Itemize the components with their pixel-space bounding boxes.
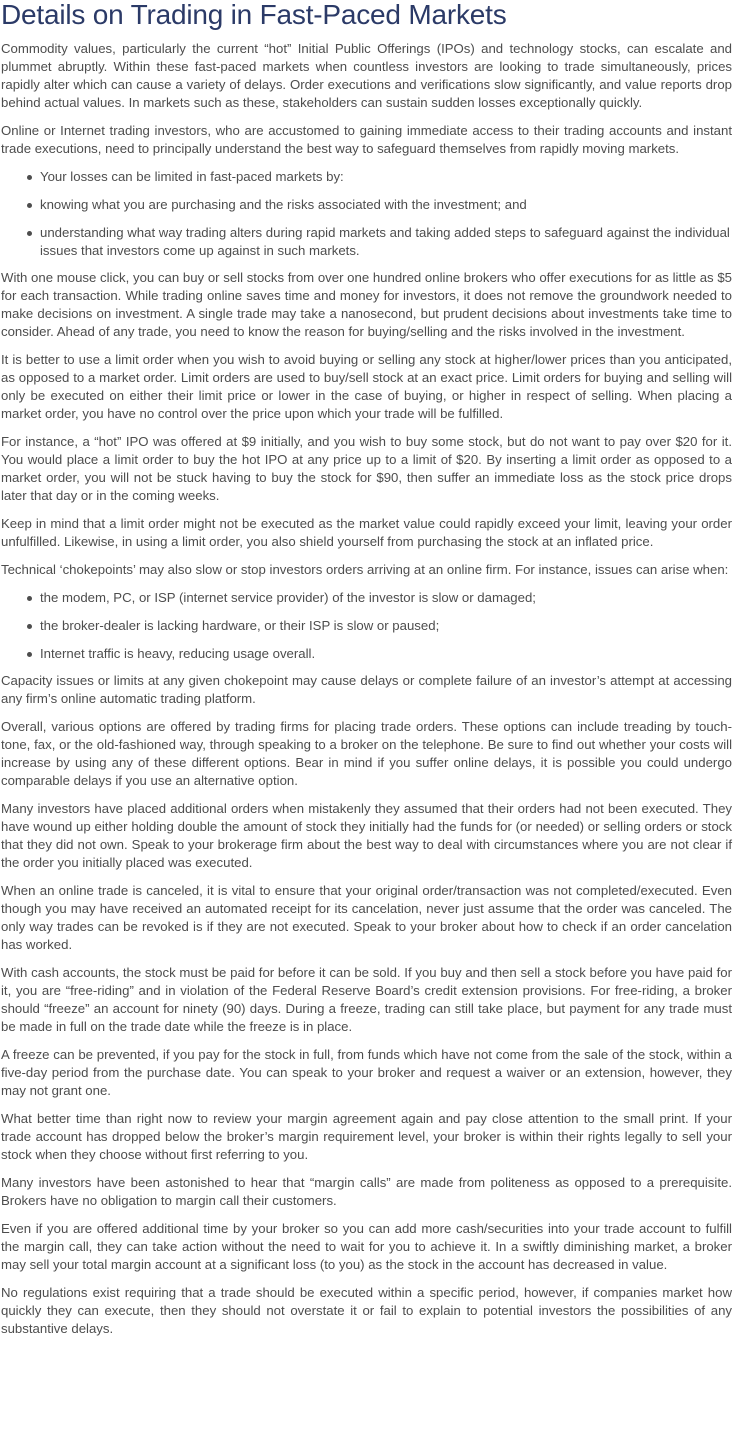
paragraph: Keep in mind that a limit order might not be executed as the market value could rapidly exceed your limit, leaving your order unfulfilled. Likewise, in using a limit order, you also shield yourself from purchasing the stock at an inflated price.: [1, 516, 732, 549]
page-title: Details on Trading in Fast-Paced Markets: [1, 0, 507, 30]
paragraph: Online or Internet trading investors, who are accustomed to gaining immediate access to their trading accounts and instant trade executions, need to principally understand the best way to safeguard themselves from rapidly moving markets.: [1, 123, 732, 156]
list-item: [40, 617, 732, 635]
list-item-text: Internet traffic is heavy, reducing usage overall.: [40, 646, 316, 661]
paragraph: No regulations exist requiring that a trade should be executed within a specific period, however, if companies market how quickly they can execute, then they should not overstate it or fail to explain to potential investors the possibilities of any substantive delays.: [1, 1285, 732, 1336]
paragraph: Many investors have been astonished to hear that “margin calls” are made from politeness as opposed to a prerequisite. Brokers have no obligation to margin call their customers.: [1, 1175, 732, 1208]
list-item-text: Your losses can be limited in fast-paced markets by:: [40, 169, 344, 184]
paragraph: Technical ‘chokepoints’ may also slow or stop investors orders arriving at an online firm. For instance, issues can arise when:: [1, 562, 729, 577]
list-item-text: the broker-dealer is lacking hardware, or their ISP is slow or paused;: [40, 618, 440, 633]
bullet-icon: [27, 175, 32, 180]
list-item: [40, 224, 732, 260]
list-item: [40, 168, 732, 186]
paragraph: With cash accounts, the stock must be paid for before it can be sold. If you buy and then sell a stock before you have paid for it, you are “free-riding” and in violation of the Federal Reserve Board’s credit extension provisions. For free-riding, a broker should “freeze” an account for ninety (90) days. During a freeze, trading can still take place, but payment for any trade must be made in full on the trade date while the freeze is in place.: [1, 965, 732, 1034]
list-item-text: the modem, PC, or ISP (internet service provider) of the investor is slow or damaged;: [40, 590, 536, 605]
list-item: [40, 196, 732, 214]
paragraph: Many investors have placed additional orders when mistakenly they assumed that their orders had not been executed. They have wound up either holding double the amount of stock they initially had the funds for (or needed) or selling orders or stock that they did not own. Speak to your brokerage firm about the best way to deal with circumstances where you are not clear if the order you initially placed was executed.: [1, 801, 732, 870]
paragraph: Commodity values, particularly the current “hot” Initial Public Offerings (IPOs) and technology stocks, can escalate and plummet abruptly. Within these fast-paced markets when countless investors are looking to trade simultaneously, prices rapidly alter which can cause a variety of delays. Order executions and verifications slow significantly, and value reports drop behind actual values. In markets such as these, stakeholders can sustain sudden losses exceptionally quickly.: [1, 41, 732, 110]
list-item-text: knowing what you are purchasing and the risks associated with the investment; and: [40, 197, 527, 212]
bullet-icon: [27, 652, 32, 657]
bullet-icon: [27, 203, 32, 208]
paragraph: A freeze can be prevented, if you pay for the stock in full, from funds which have not come from the sale of the stock, within a five-day period from the purchase date. You can speak to your broker and request a waiver or an extension, however, they may not grant one.: [1, 1047, 732, 1098]
paragraph: What better time than right now to review your margin agreement again and pay close attention to the small print. If your trade account has dropped below the broker’s margin requirement level, your broker is within their rights legally to sell your stock when they choose without first referring to you.: [1, 1111, 732, 1162]
paragraph: With one mouse click, you can buy or sell stocks from over one hundred online brokers who offer executions for as little as $5 for each transaction. While trading online saves time and money for investors, it does not remove the groundwork needed to make decisions on investment. A single trade may take a nanosecond, but prudent decisions about investments take time to consider. Ahead of any trade, you need to know the reason for buying/selling and the risks involved in the investment.: [1, 270, 732, 339]
paragraph: Even if you are offered additional time by your broker so you can add more cash/securities into your trade account to fulfill the margin call, they can take action without the need to wait for you to achieve it. In a swiftly diminishing market, a broker may sell your total margin account at a significant loss (to you) as the stock in the account has decreased in value.: [1, 1221, 732, 1272]
list-item-text: understanding what way trading alters during rapid markets and taking added steps to safeguard against the individual issues that investors come up against in such markets.: [40, 225, 730, 258]
paragraph: Capacity issues or limits at any given chokepoint may cause delays or complete failure of an investor’s attempt at accessing any firm’s online automatic trading platform.: [1, 673, 732, 706]
bullet-list: [1, 168, 732, 260]
list-item: [40, 645, 732, 663]
paragraph: For instance, a “hot” IPO was offered at $9 initially, and you wish to buy some stock, but do not want to pay over $20 for it. You would place a limit order to buy the hot IPO at any price up to a limit of $20. By inserting a limit order as opposed to a market order, you will not be stuck having to buy the stock for $90, then suffer an immediate loss as the stock price drops later that day or in the coming weeks.: [1, 434, 732, 503]
bullet-list: [1, 589, 732, 663]
paragraph: Overall, various options are offered by trading firms for placing trade orders. These options can include treading by touch-tone, fax, or the old-fashioned way, through speaking to a broker on the telephone. Be sure to find out whether your costs will increase by using any of these different options. Bear in mind if you suffer online delays, it is possible you could undergo comparable delays if you use an alternative option.: [1, 719, 732, 788]
paragraph: When an online trade is canceled, it is vital to ensure that your original order/transaction was not completed/executed. Even though you may have received an automated receipt for its cancelation, never just assume that the order was canceled. The only way trades can be revoked is if they are not executed. Speak to your broker about how to check if an order cancelation has worked.: [1, 883, 732, 952]
list-item: [40, 589, 732, 607]
paragraph: It is better to use a limit order when you wish to avoid buying or selling any stock at higher/lower prices than you anticipated, as opposed to a market order. Limit orders are used to buy/sell stock at an exact price. Limit orders for buying and selling will only be executed on either their limit price or lower in the case of buying, or higher in respect of selling. When placing a market order, you have no control over the price upon which your trade will be fulfilled.: [1, 352, 732, 421]
bullet-icon: [27, 596, 32, 601]
bullet-icon: [27, 624, 32, 629]
bullet-icon: [27, 231, 32, 236]
